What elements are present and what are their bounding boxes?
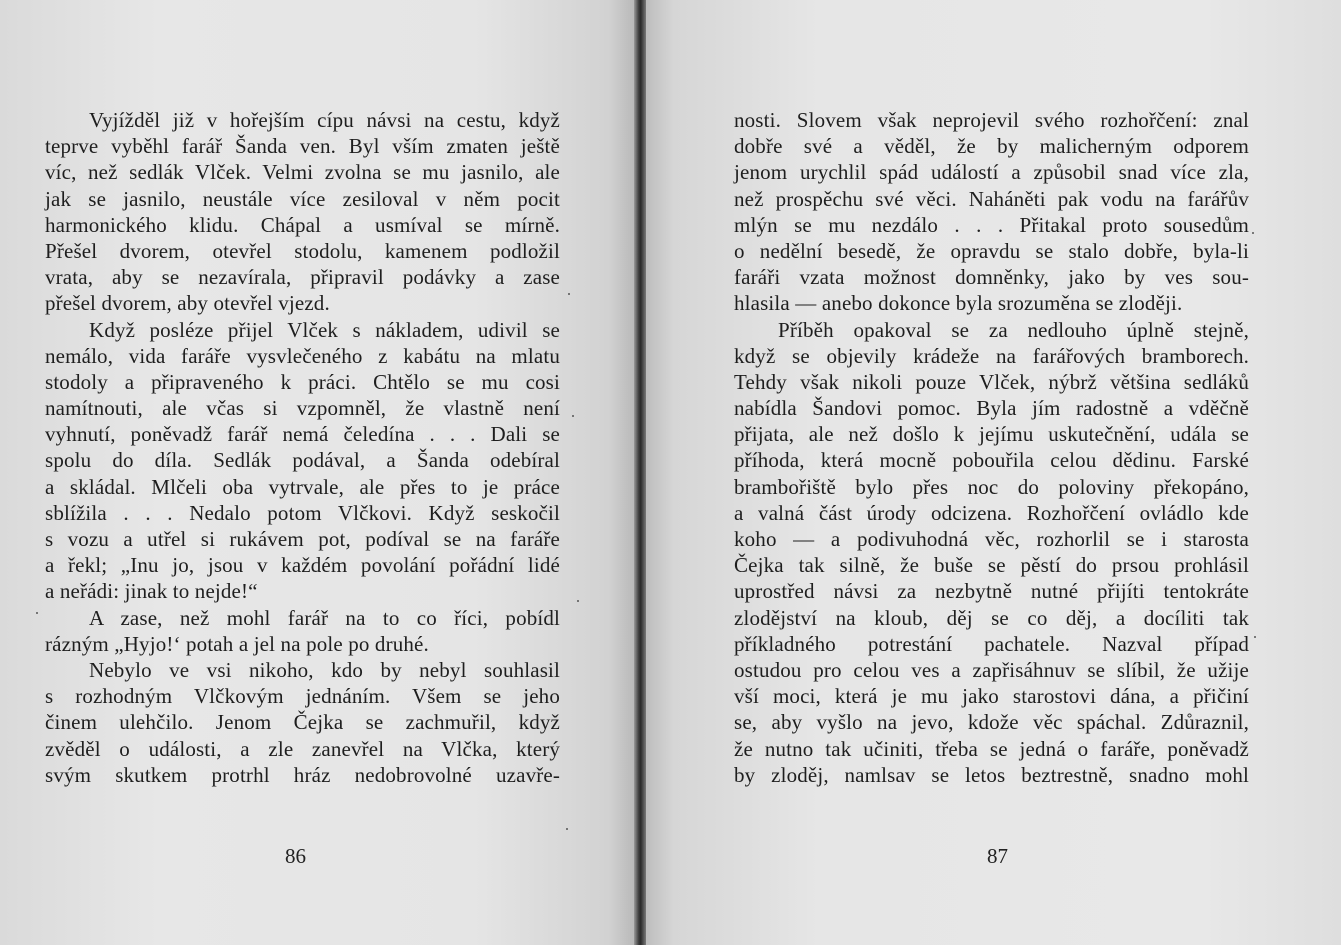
text-line: spolu do díla. Sedlák podával, a Šanda odebíral bbox=[45, 448, 560, 473]
paper-speck bbox=[1254, 636, 1256, 638]
paper-speck bbox=[1252, 232, 1254, 234]
text-line: teprve vyběhl farář Šanda ven. Byl vším zmaten ještě bbox=[45, 134, 560, 159]
paper-speck bbox=[568, 293, 570, 295]
text-line: Nebylo ve vsi nikoho, kdo by nebyl souhlasil bbox=[89, 657, 560, 682]
text-line: s rozhodným Vlčkovým jednáním. Všem se jeho bbox=[45, 684, 560, 709]
right-page-text bbox=[734, 107, 1249, 788]
text-line: mlýn se mu nezdálo . . . Přitakal proto sousedům bbox=[734, 212, 1249, 237]
text-line: ostudou pro celou ves a zapřisáhnuv se slíbil, že užije bbox=[734, 657, 1249, 682]
text-line: rázným „Hyjo!‘ potah a jel na pole po druhé. bbox=[45, 631, 429, 656]
text-line: a valná část úrody odcizena. Rozhořčení ovládlo kde bbox=[734, 500, 1249, 525]
text-line: jenom urychlil spád událostí a způsobil snad více zla, bbox=[734, 160, 1249, 185]
text-line: přijata, ale než došlo k jejímu uskutečnění, udála se bbox=[734, 422, 1249, 447]
right-page bbox=[646, 0, 1341, 945]
text-line: Když posléze přijel Vlček s nákladem, udivil se bbox=[89, 317, 560, 342]
text-line: že nutno tak učiniti, třeba se jedná o faráře, poněvadž bbox=[734, 736, 1249, 761]
text-line: s vozu a utřel si rukávem pot, podíval se na faráře bbox=[45, 527, 560, 551]
paper-speck bbox=[577, 600, 579, 602]
text-line: příkladného potrestání pachatele. Nazval případ bbox=[734, 631, 1249, 656]
paper-speck bbox=[566, 828, 568, 830]
left-page bbox=[0, 0, 634, 945]
text-line: zvěděl o události, a zle zanevřel na Vlčka, který bbox=[45, 736, 560, 761]
text-line: příhoda, která mocně pobouřila celou dědinu. Farské bbox=[734, 448, 1249, 473]
text-line: by zloděj, namlsav se letos beztrestně, snadno mohl bbox=[734, 762, 1249, 787]
text-line: Vyjížděl již v hořejším cípu návsi na cestu, když bbox=[89, 108, 560, 132]
text-line: víc, než sedlák Vlček. Velmi zvolna se mu jasnilo, ale bbox=[45, 160, 560, 185]
text-line: přešel dvorem, aby otevřel vjezd. bbox=[45, 291, 330, 316]
text-line: a řekl; „Inu jo, jsou v každém povolání pořádní lidé bbox=[45, 553, 560, 578]
text-line: činem ulehčilo. Jenom Čejka se zachmuřil, když bbox=[45, 710, 560, 735]
text-line: harmonického klidu. Chápal a usmíval se mírně. bbox=[45, 212, 560, 237]
text-line: jak se jasnilo, neustále více zesiloval v něm pocit bbox=[45, 186, 560, 211]
paper-speck bbox=[572, 415, 574, 417]
text-line: koho — a podivuhodná věc, rozhorlil se i starosta bbox=[734, 527, 1249, 551]
text-line: stodoly a připraveného k práci. Chtělo se mu cosi bbox=[45, 369, 560, 394]
text-line: brambořiště bylo přes noc do poloviny překopáno, bbox=[734, 474, 1249, 499]
text-line: A zase, než mohl farář na to co říci, pobídl bbox=[89, 605, 560, 630]
paper-speck bbox=[36, 612, 38, 614]
book-gutter bbox=[634, 0, 646, 945]
page-number-right: 87 bbox=[987, 844, 1008, 868]
text-line: když se objevily krádeže na farářových bramborech. bbox=[734, 343, 1249, 368]
text-line: dobře své a věděl, že by malicherným odporem bbox=[734, 134, 1249, 159]
text-line: vší moci, která je mu jako starostovi dána, a přičiní bbox=[734, 684, 1249, 709]
text-line: Příběh opakoval se za nedlouho úplně stejně, bbox=[778, 317, 1249, 342]
text-line: vyhnutí, poněvadž farář nemá čeledína . . . Dali se bbox=[45, 422, 560, 447]
text-line: a neřádi: jinak to nejde!“ bbox=[45, 579, 258, 604]
text-line: uprostřed návsi za nezbytně nutné přijíti tentokráte bbox=[734, 579, 1249, 604]
text-line: nabídla Šandovi pomoc. Byla jím radostně a vděčně bbox=[734, 396, 1249, 421]
text-line: Tehdy však nikoli pouze Vlček, nýbrž většina sedláků bbox=[734, 369, 1249, 394]
page-number-left: 86 bbox=[285, 844, 306, 868]
text-line: zlodějství na kloub, děj se co děj, a docíliti tak bbox=[734, 605, 1249, 630]
text-line: Čejka tak silně, že buše se pěstí do prsou prohlásil bbox=[734, 553, 1249, 578]
text-line: se, aby vyšlo na jevo, kdože věc spáchal. Zdůraznil, bbox=[734, 710, 1249, 735]
text-line: Přešel dvorem, otevřel stodolu, kamenem podložil bbox=[45, 238, 560, 263]
text-line: o nedělní besedě, že opravdu se stalo dobře, byla-li bbox=[734, 238, 1249, 263]
text-line: než prospěchu své věci. Naháněti pak vodu na farářův bbox=[734, 186, 1249, 211]
text-line: faráři vzata možnost domněnky, jako by ves sou- bbox=[734, 265, 1249, 290]
text-line: sblížila . . . Nedalo potom Vlčkovi. Když seskočil bbox=[45, 500, 560, 525]
text-line: vrata, aby se nezavírala, připravil podávky a zase bbox=[45, 265, 560, 290]
text-line: namítnouti, ale včas si vzpomněl, že vlastně není bbox=[45, 396, 560, 421]
text-line: nosti. Slovem však neprojevil svého rozhořčení: znal bbox=[734, 108, 1249, 132]
text-line: hlasila — anebo dokonce byla srozuměna se zloději. bbox=[734, 291, 1183, 316]
text-line: a skládal. Mlčeli oba vytrvale, ale přes to je práce bbox=[45, 474, 560, 499]
text-line: nemálo, vida faráře vysvlečeného z kabátu na mlatu bbox=[45, 343, 560, 368]
left-page-text bbox=[45, 107, 560, 788]
text-line: svým skutkem protrhl hráz nedobrovolné uzavře- bbox=[45, 762, 560, 787]
